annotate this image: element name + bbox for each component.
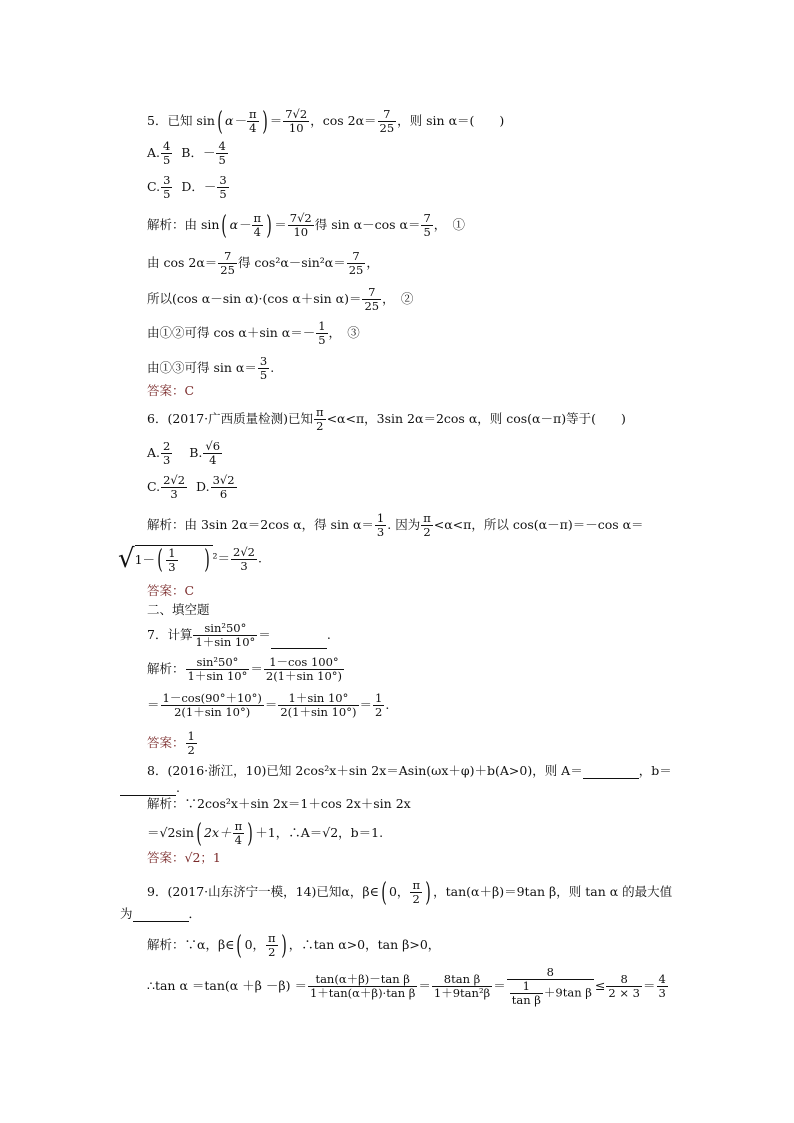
frac-num: 1 — [187, 729, 195, 743]
frac — [432, 973, 492, 1000]
frac-den: 25 — [348, 263, 364, 277]
frac-den: 1＋tan(α＋β)·tan β — [309, 986, 416, 1000]
frac-num: 8tan β — [432, 973, 492, 987]
q8-stem-text: 8．(2016·浙江，10)已知 2cos²x＋sin 2x＝Asin(ωx＋φ)＋b(A>0)，则 A＝ — [147, 763, 583, 778]
frac-den: 2 — [423, 525, 431, 539]
frac-num: 8 — [606, 973, 642, 987]
frac-num: 1 — [318, 319, 326, 333]
q5-stem-text: 5．已知 sin — [147, 113, 215, 128]
frac-num: 7 — [347, 250, 366, 264]
option-c — [161, 174, 172, 201]
q5-frac1 — [283, 108, 309, 135]
frac-pi-4 — [233, 820, 245, 847]
frac-num: 7 — [218, 250, 237, 264]
frac — [278, 692, 358, 719]
frac-num: π — [234, 819, 243, 833]
frac — [316, 320, 327, 347]
frac-num: 1 — [376, 511, 385, 525]
frac-den: 5 — [163, 153, 171, 167]
option-d — [217, 174, 228, 201]
frac-pi-2 — [410, 879, 422, 906]
frac-den: 5 — [423, 225, 431, 239]
sol-text: 得 cos²α－sin²α＝ — [237, 255, 346, 270]
sol-text: 1－ — [134, 551, 156, 567]
frac-num: 7 — [362, 286, 381, 300]
frac-den: 2 — [412, 892, 420, 906]
eq: ＝ — [269, 113, 283, 128]
q9-stem-tail: ，tan(α＋β)＝9tan β，则 tan α 的最大值 — [433, 884, 673, 899]
frac — [186, 730, 197, 757]
frac — [186, 656, 250, 683]
q5-inner: α－ — [225, 113, 246, 128]
frac-den: 3 — [658, 986, 666, 1000]
frac — [347, 250, 366, 277]
sol-text: <α<π，所以 cos(α－π)＝－cos α＝ — [433, 517, 644, 532]
frac-inner — [510, 980, 543, 1007]
frac-den: 2(1＋sin 10°) — [265, 669, 343, 683]
q5-sol-line4 — [147, 320, 360, 347]
frac-den: 1＋9tan²β — [433, 986, 491, 1000]
sol-text: ＋1，∴A＝√2，b＝1. — [255, 825, 384, 840]
frac-num: 3 — [219, 173, 227, 187]
eq: ＝ — [250, 661, 263, 676]
frac-den: 10 — [293, 225, 309, 239]
q9-stem-text2: 为 — [120, 906, 133, 921]
option-d-label: D. — [196, 479, 210, 494]
frac — [258, 355, 269, 382]
eq: ＝ — [147, 697, 160, 712]
frac-num: 7 — [378, 108, 397, 122]
frac-den: 5 — [318, 333, 326, 347]
q6-sol-line1 — [147, 512, 644, 539]
mark: ， ③ — [328, 325, 360, 340]
frac-num: 3 — [259, 354, 268, 368]
frac — [606, 973, 642, 1000]
frac-num: 8 — [507, 966, 594, 980]
sqrt-icon: √ — [118, 544, 135, 574]
q6-sol-line2: √1－( $\frac{1}{3}$ ) ²＝ $\frac{2√2}{3}$ . — [118, 544, 262, 575]
frac-den: 3 — [163, 453, 171, 467]
frac — [657, 973, 668, 1000]
frac-pi-2 — [421, 512, 433, 539]
frac-den: 2 — [187, 743, 195, 757]
q7-sol-line2: ＝ $\frac{1-\cos(90^\circ+10^\circ)}{2(1+\sin 10^\circ)}$ ＝ $\frac{1+\sin 10^\circ}{2(1+\sin 10^\circ)}$ ＝ $\frac{1}{2}$ . — [147, 691, 390, 719]
q6-answer: 答案：C — [147, 583, 195, 598]
frac — [218, 250, 237, 277]
sol-text: ＋9tan β — [543, 985, 592, 1000]
frac-den: 3 — [240, 558, 248, 573]
section-heading: 二、填空题 — [147, 602, 210, 617]
frac-den: 6 — [219, 487, 228, 501]
sol-text: 由①②可得 cos α＋sin α＝－ — [147, 325, 316, 340]
option-c-label: C. — [147, 479, 161, 494]
sol-text: 解析：由 sin — [147, 217, 220, 232]
frac-den: 2 — [375, 705, 383, 719]
frac-den: 5 — [218, 153, 226, 167]
q9-zero: 0， — [244, 937, 266, 952]
q6-options-ab — [147, 440, 223, 467]
frac-num: 2√2 — [163, 473, 186, 487]
frac-num: 1 — [375, 691, 383, 705]
q7-sol-line1 — [147, 656, 345, 683]
frac-den — [507, 980, 594, 1007]
le: ≤ — [594, 978, 606, 993]
eq: ＝ — [418, 978, 431, 993]
q9-stem: 9．(2017·山东济宁一模，14)已知α，β∈( 0， $\frac{\pi}{2}$ ) ，tan(α＋β)＝9tan β，则 tan α 的最大值 — [147, 877, 673, 908]
sol-text: ＝√2sin — [147, 825, 194, 840]
q6-options-cd — [147, 474, 238, 501]
q9-sol-line1: 解析：∵α，β∈( 0， $\frac{\pi}{2}$ ) ，∴tan α>0，tan β>0， — [147, 930, 441, 961]
frac-den: 25 — [364, 299, 380, 313]
frac-num: 2 — [163, 439, 171, 453]
sol-text: 所以(cos α－sin α)·(cos α＋sin α)＝ — [147, 291, 362, 306]
q8-stem — [147, 763, 672, 779]
sol-text: 解析： — [147, 661, 185, 676]
option-b-label: B. — [189, 445, 203, 460]
q5-answer: 答案：C — [147, 383, 195, 398]
frac-num: π — [412, 878, 420, 892]
option-c-label: C. — [147, 179, 161, 194]
frac — [288, 212, 314, 239]
frac-den: 1＋sin 10° — [187, 669, 248, 683]
frac — [193, 622, 257, 649]
frac — [264, 656, 344, 683]
mark: ， ② — [382, 291, 414, 306]
frac-den: 4 — [249, 121, 257, 135]
q8-stem-line2: . — [120, 780, 180, 796]
q8-sol-line2: ＝√2sin( 2x＋ $\frac{\pi}{4}$ ) ＋1，∴A＝√2，b＝1. — [147, 818, 384, 849]
mark: ， ① — [433, 217, 466, 232]
frac — [421, 212, 432, 239]
q6-stem — [147, 406, 626, 433]
frac-pi-2 — [314, 406, 326, 433]
punct: ． — [188, 906, 202, 921]
frac — [161, 692, 264, 719]
frac-num: 1＋sin 10° — [278, 692, 358, 706]
sol-text: ∴tan α ＝tan(α ＋β －β) ＝ — [147, 978, 307, 993]
option-b — [203, 440, 222, 467]
frac-num: tan(α＋β)－tan β — [308, 973, 417, 987]
eq: ＝ — [274, 217, 287, 232]
eq: ＝ — [493, 978, 506, 993]
frac-den: 25 — [220, 263, 235, 277]
frac-den: 3 — [168, 559, 176, 574]
q9-stem-text: 9．(2017·山东济宁一模，14)已知α，β∈ — [147, 884, 379, 899]
option-a — [161, 440, 172, 467]
frac-pi-2 — [266, 932, 278, 959]
frac-den: 2(1＋sin 10°) — [174, 705, 251, 719]
frac-num: 1－cos 100° — [264, 656, 344, 670]
q8-stem-b: ，b＝ — [638, 763, 672, 778]
frac-num: sin²50° — [193, 622, 257, 636]
frac-num: π — [316, 405, 324, 419]
q9-stem-line2 — [120, 906, 201, 922]
q5-stem: 5．已知 sin( α－ $\frac{\pi}{4}$ ) ＝ $\frac{7√2}{10}$ ，cos 2α＝ $\frac{7}{25}$ ，则 sin α＝( ) — [147, 106, 505, 137]
option-a-label: A. — [147, 445, 161, 460]
answer-blank[interactable] — [271, 648, 327, 649]
frac-num: 4 — [658, 972, 666, 986]
frac-num: √6 — [205, 439, 221, 453]
q6-stem-tail: <α<π，3sin 2α＝2cos α，则 cos(α－π)等于( ) — [326, 411, 626, 426]
sol-text: ²＝ — [212, 550, 231, 566]
q5-sol-line2 — [147, 250, 379, 277]
frac-num: π — [249, 107, 257, 121]
option-a — [161, 140, 172, 167]
sol-text: 解析：由 3sin 2α＝2cos α，得 sin α＝ — [147, 517, 374, 532]
dot: . — [270, 360, 275, 375]
frac-num: 1 — [510, 980, 543, 994]
option-d-label: D．－ — [181, 179, 217, 194]
frac-den: 2 × 3 — [608, 986, 641, 1000]
sol-text: ，∴tan α>0，tan β>0， — [288, 937, 441, 952]
frac-den: 25 — [379, 121, 395, 135]
frac-num: 7√2 — [285, 107, 308, 121]
q7-answer — [147, 730, 198, 757]
q6-stem-text: 6．(2017·广西质量检测)已知 — [147, 411, 313, 426]
frac-den: 4 — [209, 453, 217, 467]
frac-compound — [507, 966, 594, 1007]
frac-num: 7 — [423, 211, 431, 225]
answer-blank-a[interactable] — [583, 778, 639, 779]
frac-num: 3√2 — [212, 473, 235, 487]
frac-den: 3 — [376, 525, 385, 539]
sol-inner: α－ — [229, 217, 251, 232]
eq: ＝ — [258, 627, 271, 642]
answer-label: 答案： — [147, 735, 185, 750]
frac — [166, 547, 177, 574]
frac-den: 4 — [234, 833, 242, 847]
q5-options-cd — [147, 174, 230, 201]
sol-text: 由 cos 2α＝ — [147, 255, 218, 270]
frac-den: 4 — [253, 225, 261, 239]
frac-num: 4 — [163, 139, 171, 153]
sol-text: . 因为 — [387, 517, 421, 532]
q5-tail: ，则 sin α＝( ) — [397, 113, 505, 128]
frac-num: π — [268, 931, 276, 945]
answer-blank[interactable] — [133, 921, 189, 922]
frac — [362, 286, 381, 313]
q5-mid: ，cos 2α＝ — [310, 113, 377, 128]
eq: ＝ — [359, 697, 373, 712]
frac — [373, 692, 384, 719]
sqrt-body: 1－( $\frac{1}{3}$ ) — [135, 545, 213, 574]
q9-sol-line2 — [147, 966, 669, 1007]
frac-den: 10 — [288, 121, 304, 135]
frac-den: 5 — [259, 368, 268, 382]
q5-sol-line1: 解析：由 sin( α－ $\frac{\pi}{4}$ ) ＝ $\frac{7√2}{10}$ 得 sin α－cos α＝ $\frac{7}{5}$ ， ① — [147, 210, 466, 241]
frac — [375, 512, 386, 539]
option-b-label: B．－ — [181, 145, 216, 160]
q5-sol-line3 — [147, 286, 413, 313]
option-b — [216, 140, 227, 167]
frac-den: 3 — [170, 487, 178, 501]
frac-den: 1＋sin 10° — [195, 635, 256, 649]
option-d — [211, 474, 237, 501]
option-c — [161, 474, 187, 501]
eq: ＝ — [264, 697, 278, 712]
frac-num: 1 — [168, 545, 176, 560]
frac-num: 4 — [218, 139, 226, 153]
q5-sol-line5 — [147, 355, 274, 382]
frac-den: tan β — [511, 993, 541, 1007]
sol-text: 由①③可得 sin α＝ — [147, 360, 257, 375]
frac-pi-4 — [252, 212, 264, 239]
frac-den: 2 — [316, 419, 324, 433]
q7-stem-text: 7．计算 — [147, 627, 193, 642]
frac-num: 7√2 — [289, 211, 312, 225]
q8-sol-line1: 解析：∵2cos²x＋sin 2x＝1＋cos 2x＋sin 2x — [147, 796, 411, 811]
frac-num: 2√2 — [233, 544, 255, 559]
frac-den: 2 — [268, 945, 276, 959]
frac-num: 3 — [163, 173, 171, 187]
sol-text: 解析：∵α，β∈ — [147, 937, 235, 952]
frac-den: 2(1＋sin 10°) — [280, 705, 357, 719]
frac — [308, 973, 417, 1000]
sol-text: ， — [366, 255, 379, 270]
q8-answer: 答案：√2；1 — [147, 850, 221, 865]
frac-num: 1－cos(90°＋10°) — [162, 691, 262, 705]
frac — [231, 546, 257, 573]
q9-zero: 0， — [388, 884, 410, 899]
frac-num: π — [253, 211, 262, 225]
eq: ＝ — [643, 978, 656, 993]
frac-num: sin²50° — [186, 656, 250, 670]
frac-den: 5 — [163, 187, 171, 201]
frac-den: 5 — [219, 187, 227, 201]
q7-stem: 7．计算 $\frac{\text{sin²50°}}{1+\sin 10^\circ}$ ＝ . — [147, 621, 331, 649]
option-a-label: A. — [147, 145, 161, 160]
q5-frac2 — [378, 108, 397, 135]
q5-options-ab — [147, 140, 229, 167]
sol-inner: 2x＋ — [204, 825, 232, 840]
sol-text: 得 sin α－cos α＝ — [314, 217, 421, 232]
q5-pi-4 — [247, 108, 259, 135]
frac-num: π — [423, 511, 431, 525]
